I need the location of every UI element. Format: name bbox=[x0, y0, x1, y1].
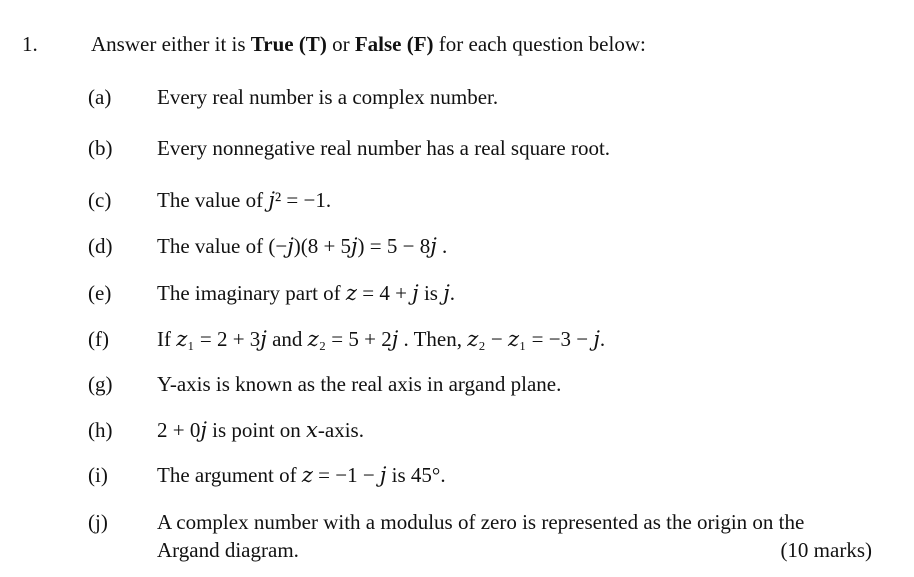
item-text: A complex number with a modulus of zero is represented as the origin on the bbox=[157, 510, 805, 534]
item-label: (b) bbox=[88, 136, 113, 160]
question-item-h bbox=[0, 417, 914, 447]
item-text: Every nonnegative real number has a real square root. bbox=[157, 136, 611, 160]
question-item-e bbox=[0, 280, 914, 310]
question-item-j bbox=[0, 509, 914, 569]
item-label: (f) bbox=[88, 327, 109, 351]
item-text: The value of 𝑗² = −1. bbox=[157, 188, 332, 212]
item-label: (i) bbox=[88, 463, 108, 487]
item-label: (d) bbox=[88, 234, 113, 258]
item-text: The value of (−𝑗)(8 + 5𝑗) = 5 − 8𝑗 . bbox=[157, 234, 448, 258]
item-label: (c) bbox=[88, 188, 112, 212]
question-item-d bbox=[0, 233, 914, 263]
item-text-continued: Argand diagram. bbox=[157, 538, 299, 562]
question-item-b bbox=[0, 135, 914, 165]
item-text: The imaginary part of 𝑧 = 4 + 𝑗 is 𝑗. bbox=[157, 281, 455, 305]
question-item-a bbox=[0, 84, 914, 114]
intro-mid: or bbox=[326, 32, 355, 56]
item-text: If 𝑧₁ = 2 + 3𝑗 and 𝑧₂ = 5 + 2𝑗 . Then, 𝑧₂ − 𝑧₁ = −3 − 𝑗. bbox=[157, 327, 606, 351]
question-intro bbox=[91, 31, 646, 57]
intro-true: True (T) bbox=[250, 32, 327, 56]
intro-prefix: Answer either it is bbox=[91, 32, 251, 56]
question-item-c bbox=[0, 187, 914, 217]
item-label: (j) bbox=[88, 510, 108, 534]
intro-suffix: for each question below: bbox=[433, 32, 646, 56]
item-text: The argument of 𝑧 = −1 − 𝑗 is 45°. bbox=[157, 463, 446, 487]
item-label: (g) bbox=[88, 372, 113, 396]
item-text: Y-axis is known as the real axis in argand plane. bbox=[157, 372, 562, 396]
item-label: (e) bbox=[88, 281, 112, 305]
question-number: 1. bbox=[22, 32, 38, 56]
item-text: 2 + 0𝑗 is point on 𝑥-axis. bbox=[157, 418, 364, 442]
item-label: (a) bbox=[88, 85, 112, 109]
item-label: (h) bbox=[88, 418, 113, 442]
intro-false: False (F) bbox=[354, 32, 434, 56]
question-item-g bbox=[0, 371, 914, 401]
question-item-i bbox=[0, 462, 914, 492]
question-item-f bbox=[0, 326, 914, 356]
marks-label: (10 marks) bbox=[780, 538, 872, 562]
item-text: Every real number is a complex number. bbox=[157, 85, 499, 109]
